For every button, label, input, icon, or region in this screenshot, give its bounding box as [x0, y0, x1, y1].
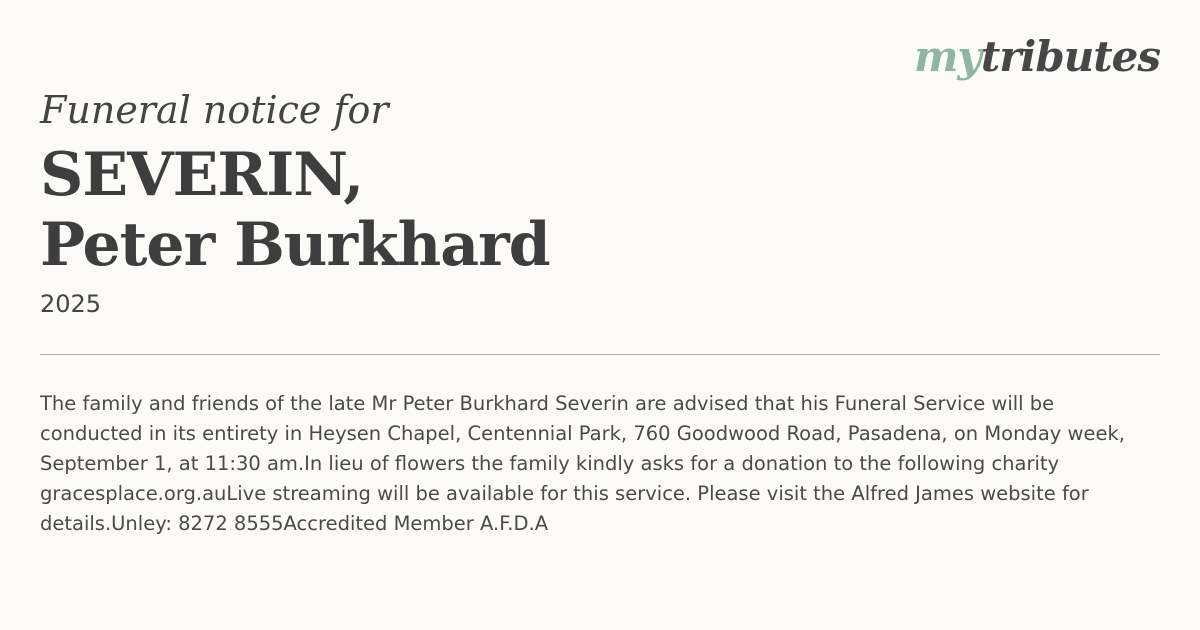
logo-suffix: tributes [980, 32, 1160, 81]
notice-body-text: The family and friends of the late Mr Peter Burkhard Severin are advised that his Funeral Service will be conducted in its entirety in Heysen Chapel, Centennial Park, 760 Goodwood Road, Pasadena, on Monday week, September 1, at 11:30 am.In lieu of flowers the family kindly asks for a donation to the following charity gracesplace.org.auLive streaming will be available for this service. Please visit the Alfred James website for details.Unley: 8272 8555Accredited Member A.F.D.A [40, 392, 1125, 535]
deceased-surname: SEVERIN, [40, 140, 364, 210]
section-divider [40, 354, 1160, 355]
deceased-name [40, 140, 550, 280]
notice-year: 2025 [40, 290, 102, 318]
notice-label: Funeral notice for [40, 88, 389, 132]
deceased-given-names: Peter Burkhard [40, 210, 550, 280]
logo-prefix: my [913, 32, 981, 81]
mytributes-logo[interactable] [914, 32, 1160, 82]
